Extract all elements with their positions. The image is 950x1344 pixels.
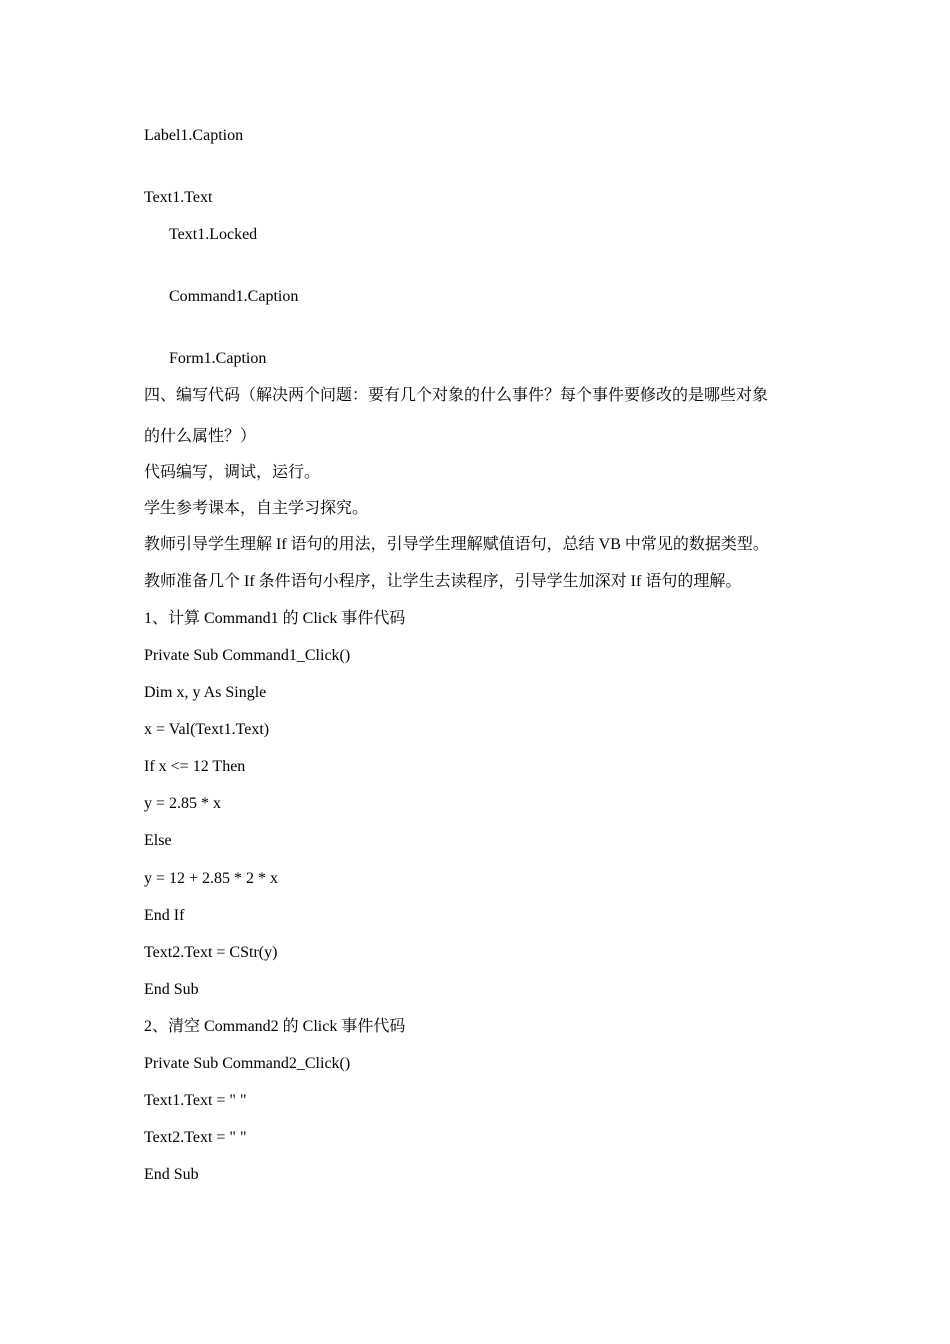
property-form1-caption: Form1.Caption	[169, 350, 267, 367]
section-four-heading-line1: 四、编写代码（解决两个问题：要有几个对象的什么事件？每个事件要修改的是哪些对象	[144, 387, 769, 404]
property-label1-caption: Label1.Caption	[144, 127, 244, 144]
code-line: End Sub	[144, 981, 199, 998]
code-line: End Sub	[144, 1166, 199, 1183]
code-line: Dim x, y As Single	[144, 684, 267, 701]
code1-title: 1、计算 Command1 的 Click 事件代码	[144, 610, 406, 627]
property-text1-text: Text1.Text	[144, 189, 213, 206]
code-line: Text1.Text = " "	[144, 1092, 247, 1109]
code-line: Text2.Text = CStr(y)	[144, 944, 278, 961]
code-line: x = Val(Text1.Text)	[144, 721, 270, 738]
code-line: End If	[144, 907, 185, 924]
paragraph-teacher-guide: 教师引导学生理解 If 语句的用法，引导学生理解赋值语句，总结 VB 中常见的数据类型。	[144, 536, 769, 553]
code-line: y = 12 + 2.85 * 2 * x	[144, 870, 279, 887]
property-command1-caption: Command1.Caption	[169, 288, 299, 305]
property-text1-locked: Text1.Locked	[169, 226, 258, 243]
code-line: If x <= 12 Then	[144, 758, 246, 775]
paragraph-coding: 代码编写，调试，运行。	[144, 464, 321, 481]
code-line: Text2.Text = " "	[144, 1129, 247, 1146]
code2-title: 2、清空 Command2 的 Click 事件代码	[144, 1018, 406, 1035]
section-four-heading-line2: 的什么属性？）	[144, 428, 257, 445]
code-line: y = 2.85 * x	[144, 795, 222, 812]
code-line: Private Sub Command2_Click()	[144, 1055, 351, 1072]
paragraph-self-study: 学生参考课本，自主学习探究。	[144, 500, 369, 517]
code-line: Else	[144, 832, 172, 849]
paragraph-teacher-programs: 教师准备几个 If 条件语句小程序，让学生去读程序，引导学生加深对 If 语句的理解。	[144, 573, 742, 590]
code-line: Private Sub Command1_Click()	[144, 647, 351, 664]
